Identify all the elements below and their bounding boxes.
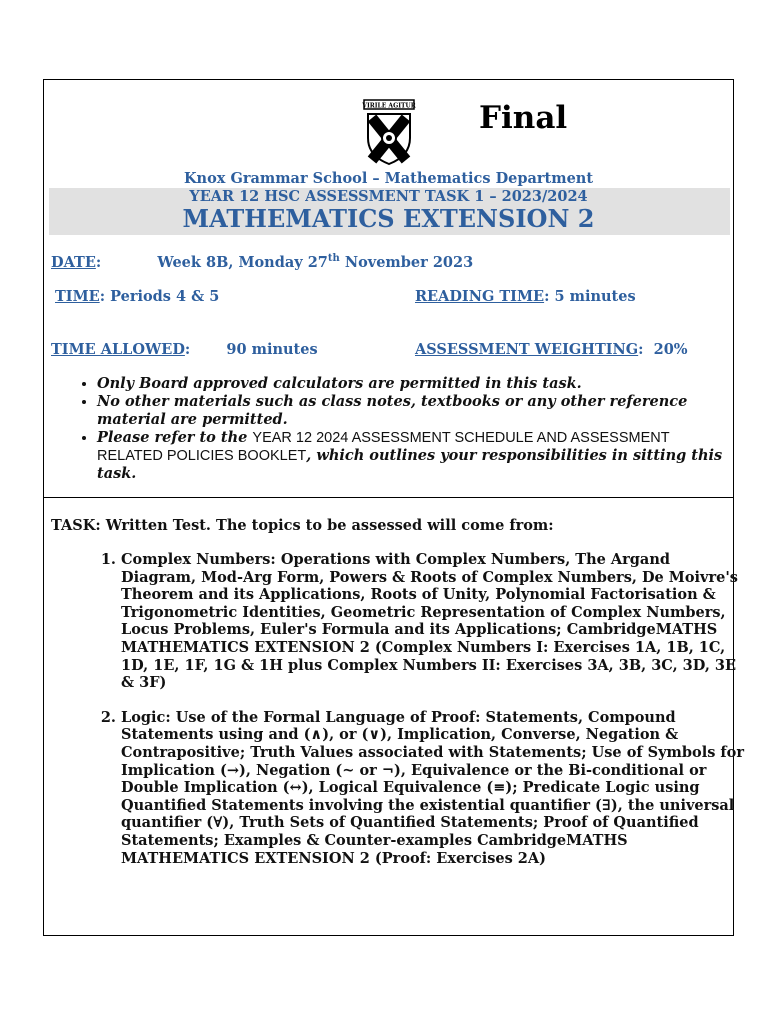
svg-text:VIRILE AGITUR: VIRILE AGITUR (362, 102, 416, 110)
policies-booklet-title: YEAR 12 2024 ASSESSMENT SCHEDULE AND ASSESSMENT RELATED POLICIES BOOKLET (97, 430, 670, 464)
subject-title: MATHEMATICS EXTENSION 2 (182, 204, 595, 233)
task-intro: TASK: Written Test. The topics to be assessed will come from: (51, 517, 554, 534)
time-allowed-label: TIME ALLOWED (51, 341, 185, 358)
reading-time-value: : 5 minutes (544, 288, 636, 305)
date-label: DATE (51, 253, 96, 271)
date-row: DATE: Week 8B, Monday 27th November 2023 (51, 253, 474, 271)
rule-calculators: • Only Board approved calculators are permitted in this task. (97, 375, 732, 393)
weighting-row: ASSESSMENT WEIGHTING: 20% (415, 341, 688, 358)
section-divider (44, 497, 733, 498)
cover-page-frame (43, 79, 744, 936)
rule-materials: • No other materials such as class notes, textbooks or any other reference material are permitted. (97, 393, 732, 429)
time-allowed-row: TIME ALLOWED: 90 minutes (51, 341, 318, 358)
date-value: Week 8B, Monday 27th November 2023 (157, 253, 474, 271)
time-value: : Periods 4 & 5 (99, 288, 220, 305)
rules-list (76, 375, 732, 483)
school-crest-logo (358, 98, 420, 168)
reading-time-label: READING TIME (415, 288, 545, 305)
reading-time-row (415, 288, 636, 305)
assessment-task-title: YEAR 12 HSC ASSESSMENT TASK 1 – 2023/2024 (189, 188, 588, 205)
topic-complex-numbers: 1. Complex Numbers: Operations with Complex Numbers, The Argand Diagram, Mod-Arg Form, Powers & Roots of Complex Numbers, De Moivre's Theorem and its Applications, Roots of Unity, Polynomial Factorisation & Trigonometric Identities, Geometric Representation of Complex Numbers, Locus Problems, Euler's Formula and its Applications; CambridgeMATHS MATHEMATICS EXTENSION 2 (Complex Numbers I: Exercises 1A, 1B, 1C, 1D, 1E, 1F, 1G & 1H plus Complex Numbers II: Exercises 3A, 3B, 3C, 3D, 3E & 3F) (121, 551, 747, 692)
weighting-label: ASSESSMENT WEIGHTING (415, 341, 639, 358)
time-label: TIME (55, 288, 100, 305)
topics-list (99, 551, 747, 884)
topic-logic: 2. Logic: Use of the Formal Language of Proof: Statements, Compound Statements using and (∧), or (∨), Implication, Converse, Negation & Contrapositive; Truth Values associated with Statements; Use of Symbols for Implication (→), Negation (~ or ¬), Equivalence or the Bi-conditional or Double Implication (↔), Logical Equivalence (≡); Predicate Logic using Quantified Statements involving the existential quantifier (∃), the universal quantifier (∀), Truth Sets of Quantified Statements; Proof of Quantified Statements; Examples & Counter-examples CambridgeMATHS MATHEMATICS EXTENSION 2 (Proof: Exercises 2A) (121, 709, 747, 867)
school-department: Knox Grammar School – Mathematics Department (183, 170, 594, 187)
weighting-value: 20% (653, 341, 688, 358)
time-row (55, 288, 219, 305)
final-label: Final (479, 100, 568, 136)
time-allowed-value: 90 minutes (226, 341, 318, 358)
rule-policies: • Please refer to the YEAR 12 2024 ASSESSMENT SCHEDULE AND ASSESSMENT RELATED POLICIES BOOKLET, which outlines your responsibilities in sitting this task. (97, 429, 732, 483)
